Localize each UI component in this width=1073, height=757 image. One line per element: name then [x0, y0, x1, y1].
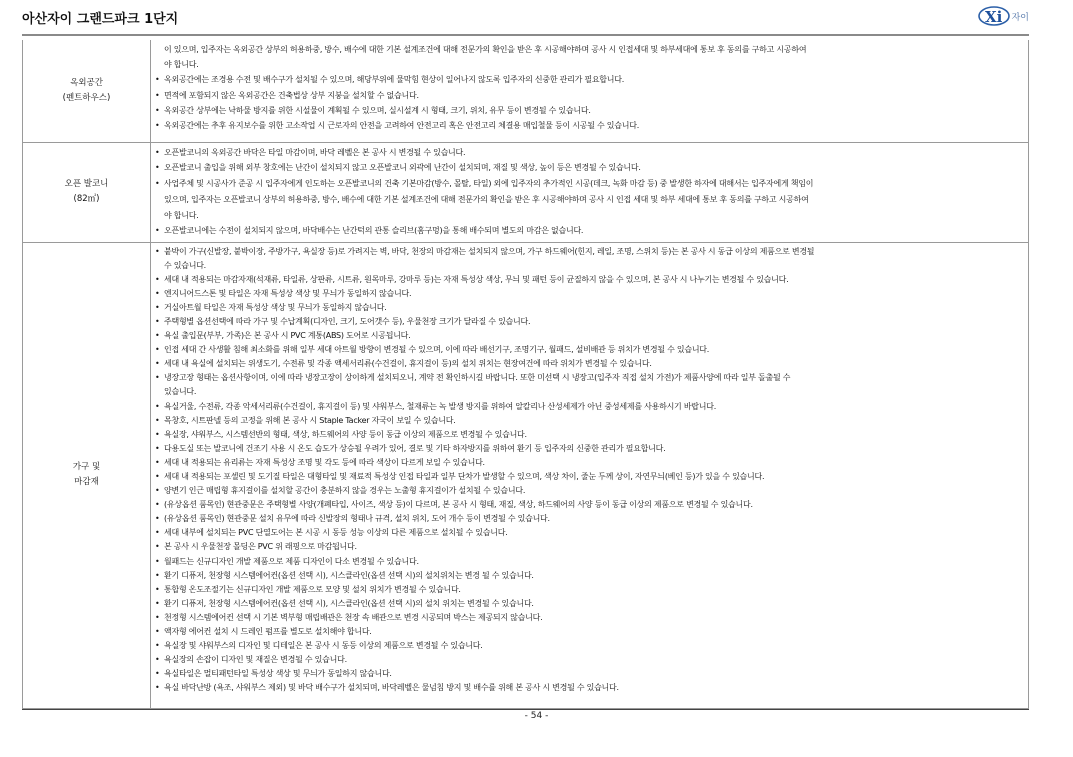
table-row: [23, 242, 1029, 708]
page-number: - 54 -: [524, 711, 549, 721]
bullet-icon: •: [155, 163, 160, 173]
note-line: [155, 301, 1022, 315]
note-line: [155, 42, 1022, 57]
bullet-icon: •: [155, 121, 160, 131]
bullet-icon: •: [155, 429, 160, 439]
note-text: 본 공사 시 우물천장 몰딩은 PVC 위 래핑으로 마감됩니다.: [164, 542, 357, 552]
header-divider: [22, 34, 1029, 36]
category-cell: [23, 142, 151, 242]
note-line: [155, 569, 1022, 583]
xi-logo-icon: [974, 5, 1010, 27]
bullet-icon: •: [155, 556, 160, 566]
note-text: 옥외공간 상부에는 낙하물 방지를 위한 시설물이 계획될 수 있으며, 실시설계 시 형태, 크기, 위치, 유무 등이 변경될 수 있습니다.: [164, 105, 591, 115]
note-text: 통합형 온도조절기는 신규디자인 개발 제품으로 모양 및 설치 위치가 변경될 수 있습니다.: [164, 584, 461, 594]
note-text: 양변기 인근 매립형 휴지걸이를 설치할 공간이 충분하지 않을 경우는 노출형 휴지걸이가 설치될 수 있습니다.: [164, 486, 526, 496]
note-text: 야 합니다.: [164, 60, 199, 70]
bullet-icon: •: [155, 612, 160, 622]
note-text: 환기 디퓨저, 천장형 시스템에어컨(옵션 선택 시), 시스클라인(옵션 선택 시)의 설치 위치는 변경될 수 있습니다.: [164, 598, 534, 608]
note-text: 엔지니어드스톤 및 타일은 자재 특성상 색상 및 무늬가 동일하지 않습니다.: [164, 288, 412, 298]
note-line: [155, 428, 1022, 442]
note-line: [155, 470, 1022, 484]
bullet-icon: •: [155, 443, 160, 453]
note-text: 욕실거울, 수전류, 각종 악세서리류(수건걸이, 휴지걸이 등) 및 샤워부스, 철재류는 녹 발생 방지를 위하여 알칼리나 산성세제가 아닌 중성세제를 사용하시기 바랍니다.: [164, 401, 717, 411]
note-text: 세대 내 적용되는 포셀린 및 도기질 타일은 대형타일 및 재료적 특성상 인접 타일과 일부 단차가 발생할 수 있으며, 색상 차이, 줄눈 두께 상이, 자연무늬(베인 등)가 있을 수 있습니다.: [164, 472, 765, 481]
bullet-icon: •: [155, 75, 160, 85]
bullet-icon: •: [155, 641, 160, 651]
note-line: [155, 192, 1022, 208]
note-line: [155, 498, 1022, 512]
bullet-icon: •: [155, 246, 160, 256]
bullet-icon: •: [155, 457, 160, 467]
logo-wordmark: 자이: [1011, 12, 1029, 23]
note-line: [155, 667, 1022, 681]
note-line: [155, 385, 1022, 399]
note-line: [155, 223, 1022, 239]
note-line: [155, 611, 1022, 625]
bullet-icon: •: [155, 226, 160, 236]
bullet-icon: •: [155, 486, 160, 496]
note-line: [155, 400, 1022, 414]
bullet-icon: •: [155, 345, 160, 355]
bullet-icon: •: [155, 598, 160, 608]
note-text: 옥외공간에는 조경용 수전 및 배수구가 설치될 수 있으며, 해당부위에 물막힘 현상이 일어나지 않도록 입주자의 신중한 관리가 필요합니다.: [164, 75, 625, 85]
document-title: 아산자이 그랜드파크 1단지: [22, 12, 179, 27]
footer-divider: [22, 709, 1029, 710]
note-line: [155, 512, 1022, 526]
notes-cell: [151, 40, 1029, 142]
bullet-icon: •: [155, 401, 160, 411]
note-line: [155, 343, 1022, 357]
note-text: 세대 내 적용되는 유리류는 자재 특성상 조명 및 각도 등에 따라 색상이 다르게 보일 수 있습니다.: [164, 457, 485, 467]
note-text: 주택형별 옵션선택에 따라 가구 및 수납계획(디자인, 크기, 도어갯수 등), 우물천장 크기가 달라질 수 있습니다.: [164, 316, 531, 326]
note-text: 세대 내 적용되는 마감자재(석재류, 타일류, 상판류, 시트류, 원목마루, 강마루 등)는 자재 특성상 색상, 무늬 및 패턴 등이 균질하지 않을 수 있으며, 본 공사 시 나누기는 변경될 수 있습니다.: [164, 274, 789, 284]
note-text: 있으며, 입주자는 오픈발코니 상부의 허용하중, 방수, 배수에 대한 기본 설계조건에 대해 전문가의 확인을 받은 후 시공해야하며 공사 시 인접 세대 및 하부 세대에 통보 후 동의를 구하고 시공하여: [164, 194, 809, 204]
bullet-icon: •: [155, 147, 160, 157]
bullet-icon: •: [155, 90, 160, 100]
note-line: [155, 484, 1022, 498]
table-row: [23, 40, 1029, 142]
note-line: [155, 456, 1022, 470]
bullet-icon: •: [155, 542, 160, 552]
bullet-icon: •: [155, 528, 160, 538]
note-line: [155, 597, 1022, 611]
note-text: 냉장고장 형태는 옵션사항이며, 이에 따라 냉장고장이 상이하게 설치되오니, 계약 전 확인하시길 바랍니다. 또한 미선택 시 냉장고(입주자 직접 설치 가전)가 제품사양에 따라 일부 돌출될 수: [164, 373, 791, 383]
note-line: [155, 103, 1022, 118]
bullet-icon: •: [155, 274, 160, 284]
note-line: [155, 414, 1022, 428]
note-text: 오픈발코니에는 수전이 설치되지 않으며, 바닥배수는 난간턱의 관통 슬리브(홈구멍)을 통해 배수되며 별도의 마감은 없습니다.: [164, 226, 584, 236]
note-text: (유상옵션 품목인) 현관중문 설치 유무에 따라 신발장의 형태나 규격, 설치 위치, 도어 개수 등이 변경될 수 있습니다.: [164, 514, 550, 524]
bullet-icon: •: [155, 316, 160, 326]
category-sublabel: (82㎡): [73, 194, 100, 204]
note-text: 세대 내부에 설치되는 PVC 단열도어는 본 시공 시 동등 성능 이상의 다른 제품으로 설치될 수 있습니다.: [164, 528, 508, 538]
bullet-icon: •: [155, 627, 160, 637]
bullet-icon: •: [155, 373, 160, 383]
notes-cell: [151, 242, 1029, 708]
category-cell: [23, 40, 151, 142]
note-text: 이 있으며, 입주자는 옥외공간 상부의 허용하중, 방수, 배수에 대한 기본 설계조건에 대해 전문가의 확인을 받은 후 시공해야하며 공사 시 인접세대 및 하부세대에 통보 후 동의를 구하고 시공하여: [164, 45, 807, 54]
category-label: 가구 및: [72, 462, 101, 472]
bullet-icon: •: [155, 514, 160, 524]
bullet-icon: •: [155, 655, 160, 665]
note-line: [155, 57, 1022, 72]
notes-cell: [151, 142, 1029, 242]
bullet-icon: •: [155, 359, 160, 369]
note-line: [155, 442, 1022, 456]
bullet-icon: •: [155, 683, 160, 693]
note-text: 욕실 바닥난방 (욕조, 샤워부스 제외) 및 바닥 배수구가 설치되며, 바닥레벨은 물넘침 방지 및 배수를 위해 본 공사 시 변경될 수 있습니다.: [164, 683, 619, 693]
bullet-icon: •: [155, 472, 160, 481]
note-line: [155, 315, 1022, 329]
bullet-icon: •: [155, 570, 160, 580]
brand-logo: [974, 4, 1029, 28]
bullet-icon: •: [155, 302, 160, 312]
note-text: 있습니다.: [164, 387, 197, 397]
note-text: 인접 세대 간 사생활 침해 최소화를 위해 일부 세대 아트월 방향이 변경될 수 있으며, 이에 따라 배선기구, 조명기구, 월패드, 설비배관 등 위치가 변경될 수 있습니다.: [164, 345, 710, 355]
note-text: 거실아트월 타일은 자재 특성상 색상 및 무늬가 동일하지 않습니다.: [164, 302, 387, 312]
note-line: [155, 160, 1022, 176]
category-label: 오픈 발코니: [64, 179, 109, 189]
note-line: [155, 625, 1022, 639]
table-row: [23, 142, 1029, 242]
note-line: [155, 540, 1022, 554]
note-line: [155, 245, 1022, 259]
note-text: 욕실 출입문(부부, 가족)은 본 공사 시 PVC 계통(ABS) 도어로 시공됩니다.: [164, 331, 411, 341]
note-text: 사업주체 및 시공사가 준공 시 입주자에게 인도하는 오픈발코니의 건축 기본마감(방수, 몰탈, 타일) 외에 입주자의 추가적인 시공(데크, 녹화 마감 등) 중 발생한 하자에 대해서는 입주자에게 책임이: [164, 179, 814, 189]
note-text: 다용도실 또는 발코니에 건조기 사용 시 온도 습도가 상승될 우려가 있어, 결로 및 기타 하자방지를 위하여 환기 등 입주자의 신중한 관리가 필요합니다.: [164, 443, 666, 453]
note-line: [155, 88, 1022, 103]
note-text: 천정형 시스템에어컨 선택 시 기본 벽부형 매립배관은 천장 속 배관으로 변경 시공되며 박스는 제공되지 않습니다.: [164, 612, 543, 622]
note-text: 액자형 에어컨 설치 시 드레인 펌프를 별도로 설치해야 합니다.: [164, 627, 372, 637]
bullet-icon: •: [155, 288, 160, 298]
note-text: 오픈발코니의 옥외공간 바닥은 타일 마감이며, 바닥 레벨은 본 공사 시 변경될 수 있습니다.: [164, 147, 466, 157]
note-line: [155, 329, 1022, 343]
note-text: 욕실장의 손잡이 디자인 및 재질은 변경될 수 있습니다.: [164, 655, 347, 665]
note-line: [155, 208, 1022, 224]
note-text: 세대 내 욕실에 설치되는 위생도기, 수전류 및 각종 액세서리류(수건걸이, 휴지걸이 등)의 설치 위치는 현장여건에 따라 위치가 변경될 수 있습니다.: [164, 359, 652, 369]
note-text: 면적에 포함되지 않은 옥외공간은 건축법상 상부 지붕을 설치할 수 없습니다.: [164, 90, 419, 100]
logo-mark-text: Xi: [984, 8, 1002, 26]
bullet-icon: •: [155, 669, 160, 679]
spec-table: [22, 40, 1029, 709]
bullet-icon: •: [155, 179, 160, 189]
note-line: [155, 639, 1022, 653]
bullet-icon: •: [155, 584, 160, 594]
note-line: [155, 176, 1022, 192]
category-label: 옥외공간: [70, 77, 103, 88]
note-line: [155, 357, 1022, 371]
note-text: 옥외공간에는 추후 유지보수를 위한 고소작업 시 근로자의 안전을 고려하여 안전고리 혹은 안전고리 체결용 매입철물 등이 시공될 수 있습니다.: [164, 121, 639, 131]
note-text: 욕실장 및 샤워부스의 디자인 및 디테일은 본 공사 시 동등 이상의 제품으로 변경될 수 있습니다.: [164, 641, 483, 651]
note-text: 욕실장, 샤워부스, 시스템선반의 형태, 색상, 하드웨어의 사양 등이 동급 이상의 제품으로 변경될 수 있습니다.: [164, 429, 527, 439]
category-sublabel: (펜트하우스): [62, 92, 111, 103]
note-text: 목창호, 시트판넬 등의 고정을 위해 본 공사 시 Staple Tacker 자국이 보일 수 있습니다.: [164, 415, 456, 425]
note-line: [155, 72, 1022, 87]
bullet-icon: •: [155, 331, 160, 341]
note-text: 오픈발코니 출입을 위해 외부 창호에는 난간이 설치되지 않고 오픈발코니 외곽에 난간이 설치되며, 재질 및 색상, 높이 등은 변경될 수 있습니다.: [164, 163, 641, 173]
page-header: [22, 0, 1029, 34]
note-text: 욕실타일은 멀티패턴타일 특성상 색상 및 무늬가 동일하지 않습니다.: [164, 669, 392, 679]
note-text: 붙박이 가구(신발장, 붙박이장, 주방가구, 욕실장 등)로 가려지는 벽, 바닥, 천장의 마감재는 설치되지 않으며, 가구 하드웨어(힌지, 레일, 조명, 스위치 등)는 본 공사 시 동급 이상의 제품으로 변경될: [164, 246, 815, 256]
bullet-icon: •: [155, 500, 160, 510]
note-line: [155, 118, 1022, 133]
note-line: [155, 526, 1022, 540]
note-text: 야 합니다.: [164, 210, 199, 220]
note-text: 환기 디퓨저, 천장형 시스템에어컨(옵션 선택 시), 시스클라인(옵션 선택 시)의 설치위치는 변경 될 수 있습니다.: [164, 570, 534, 580]
note-line: [155, 555, 1022, 569]
note-line: [155, 653, 1022, 667]
note-line: [155, 273, 1022, 287]
note-text: 수 있습니다.: [164, 260, 206, 270]
note-line: [155, 259, 1022, 273]
note-line: [155, 145, 1022, 161]
category-cell: [23, 242, 151, 708]
note-line: [155, 371, 1022, 385]
note-text: 월패드는 신규디자인 개발 제품으로 제품 디자인이 다소 변경될 수 있습니다.: [164, 556, 419, 566]
note-line: [155, 583, 1022, 597]
note-line: [155, 287, 1022, 301]
bullet-icon: •: [155, 105, 160, 115]
note-text: (유상옵션 품목인) 현관중문은 주택형별 사양(개폐타입, 사이즈, 색상 등)이 다르며, 본 공사 시 형태, 재질, 색상, 하드웨어의 사양 등이 동급 이상의 제품으로 변경될 수 있습니다.: [164, 500, 753, 510]
bullet-icon: •: [155, 415, 160, 425]
category-sublabel: 마감재: [74, 477, 99, 487]
note-line: [155, 681, 1022, 695]
